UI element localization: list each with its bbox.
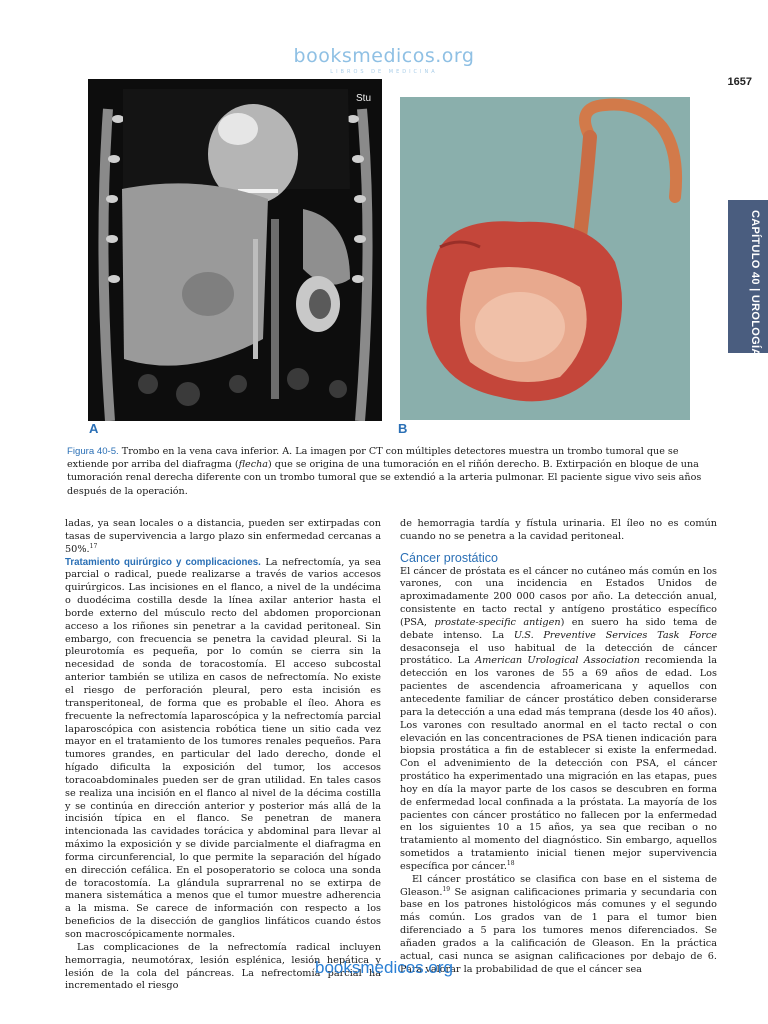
right-p2-italic-3: American Urological Association bbox=[475, 655, 640, 667]
watermark-bottom: booksmedicos.org bbox=[315, 958, 453, 977]
left-p1-ref: 17 bbox=[89, 542, 98, 550]
left-paragraph-2 bbox=[65, 557, 381, 942]
right-p2-b: ) en suero ha sido tema de debate intenso. La bbox=[400, 616, 718, 641]
left-paragraph-3: Las complicaciones de la nefrectomía radical incluyen hemorragia, neumotórax, lesión esplénica, lesión hepática y lesión de la cola del páncreas. La nefrectomía parcial ha incrementado el riesgo bbox=[65, 941, 381, 992]
figure-panel-a-ct-image bbox=[88, 79, 382, 421]
ct-overlay-text: Stu bbox=[356, 93, 372, 104]
figure-panel-b-label: B bbox=[398, 421, 408, 436]
figure-caption-text-1: Trombo en la vena cava inferior. A. La imagen por CT con múltiples detectores muestra un trombo tumoral que se extiende por arriba del diafragma ( bbox=[67, 446, 679, 471]
figure-panel-a-label: A bbox=[89, 421, 99, 436]
watermark-subtext: LIBROS DE MEDICINA bbox=[330, 69, 438, 75]
watermark-top: booksmedicos.org bbox=[293, 45, 475, 67]
right-p2-italic-1: prostate-specific antigen bbox=[434, 616, 561, 628]
left-p2-text: La nefrectomía, ya sea parcial o radical, puede realizarse a través de varios accesos quirúrgicos. Las incisiones en el flanco, a nivel de la undécima o duodécima costilla desde la línea axilar anterior hasta el borde externo del músculo recto del abdomen proporcionan acceso a los riñones sin penetrar a la cavidad peritoneal. Sin embargo, con frecuencia se penetra la cavidad pleural. Si la pleurotomía es pequeña, por lo común se cierra sin la necesidad de sonda de toracostomía. El acceso subcostal anterior también se utiliza en casos de nefrectomía. No existe el riesgo de perforación pleural, pero esta incisión es transperitoneal, de forma que es probable el íleo. Ahora es frecuente la nefrectomía laparoscópica y la nefrectomía parcial laparoscópica con asistencia robótica tiene un sitio cada vez mayor en el tratamiento de los tumores renales pequeños. Para tumores grandes, en particular del lado derecho, donde el hígado dificulta la exposición del tumor, los accesos toracoabdominales pueden ser de gran utilidad. En tales casos se realiza una incisión en el flanco al nivel de la décima costilla y se continúa en dirección anterior y posterior más allá de la incisión típica en el flanco. Se penetran de manera intencionada las cavidades torácica y abdominal para llevar al máximo la exposición y se divide parcialmente el diafragma en forma circunferencial, lo que permite la separación del hígado en dirección cefálica. En el posoperatorio se coloca una sonda de toracostomía. La glándula suprarrenal no se extirpa de manera sistemática a menos que el tumor muestre adherencia a la misma. Se carece de información con respecto a los beneficios de la disección de ganglios linfáticos cuando éstos son macroscópicamente normales. bbox=[65, 556, 381, 940]
right-p3-a: El cáncer prostático se clasifica con base en el sistema de Gleason. bbox=[400, 873, 717, 898]
right-p2-a: El cáncer de próstata es el cáncer no cutáneo más común en los varones, con una incidencia en Estados Unidos de aproximadamente 200 000 casos por año. La detección anual, consistente en tacto rectal y antígeno prostático específico (PSA, bbox=[400, 565, 717, 628]
right-p2-d: recomienda la detección en los varones de 55 a 69 años de edad. Los pacientes de ascendencia afroamericana y aquellos con antecedente familiar de cáncer prostático deben considerarse para la detección a una edad más temprana (desde los 40 años). Los varones con resultado anormal en el tacto rectal o con elevación en las concentraciones de PSA tienen indicación para biopsia prostática a fin de establecer si existe la enfermedad. Con el advenimiento de la detección con PSA, el cáncer prostático ha experimentado una migración en las etapas, pues hoy en día la mayor parte de los casos se descubren en forma de enfermedad local confinada a la próstata. La mayoría de los pacientes con cáncer prostático no fallecen por la enfermedad en los siguientes 10 a 15 años, ya sea que reciban o no tratamiento al momento del diagnóstico. Sin embargo, aquellos sometidos a tratamiento inicial tienen mejor supervivencia específica por cáncer. bbox=[400, 655, 717, 872]
figure-panel-b-specimen-photo bbox=[400, 97, 690, 420]
right-paragraph-2 bbox=[400, 566, 717, 874]
right-p3-ref: 19 bbox=[442, 885, 451, 893]
section-heading: Cáncer prostático bbox=[400, 550, 498, 565]
left-p1-text: ladas, ya sean locales o a distancia, pueden ser extirpadas con tasas de supervivencia a largo plazo sin enfermedad cercanas a 50%. bbox=[65, 518, 381, 555]
right-paragraph-1: de hemorragia tardía y fístula urinaria. El íleo no es común cuando no se penetra a la cavidad peritoneal. bbox=[400, 518, 717, 542]
right-p2-italic-2: U.S. Preventive Services Task Force bbox=[513, 629, 718, 641]
left-column bbox=[65, 518, 381, 993]
right-p2-ref: 18 bbox=[506, 859, 515, 867]
right-column bbox=[400, 518, 717, 977]
chapter-separator: | bbox=[749, 288, 761, 295]
chapter-number: CAPÍTULO 40 bbox=[749, 210, 761, 285]
chapter-tab-text bbox=[735, 210, 761, 357]
figure-caption bbox=[67, 445, 707, 498]
figure-caption-italic: flecha bbox=[238, 459, 268, 471]
chapter-title: UROLOGÍA bbox=[749, 294, 761, 357]
runin-heading: Tratamiento quirúrgico y complicaciones. bbox=[65, 556, 261, 568]
right-p3-b: Se asignan calificaciones primaria y secundaria con base en los patrones histológicos más comunes y el segundo más común. Los grados van de 1 para el tumor bien diferenciado a 5 para los tumores menos diferenciados. Se añaden grados a la calificación de Gleason. En la práctica actual, casi nunca se asignan calificaciones por debajo de 6. Para valorar la probabilidad de que el cáncer sea bbox=[400, 886, 717, 975]
figure-caption-text-2: ) que se origina de una tumoración en el riñón derecho. B. Extirpación en bloque de una tumoración renal derecha diferente con un trombo tumoral que se extendió a la arteria pulmonar. El paciente sigue vivo seis años después de la operación. bbox=[67, 459, 702, 497]
page-number: 1657 bbox=[727, 76, 752, 88]
left-paragraph-1 bbox=[65, 518, 381, 557]
figure-caption-label: Figura 40-5. bbox=[67, 446, 119, 457]
right-p2-c: desaconseja el uso habitual de la detección de cáncer prostático. La bbox=[400, 642, 717, 667]
